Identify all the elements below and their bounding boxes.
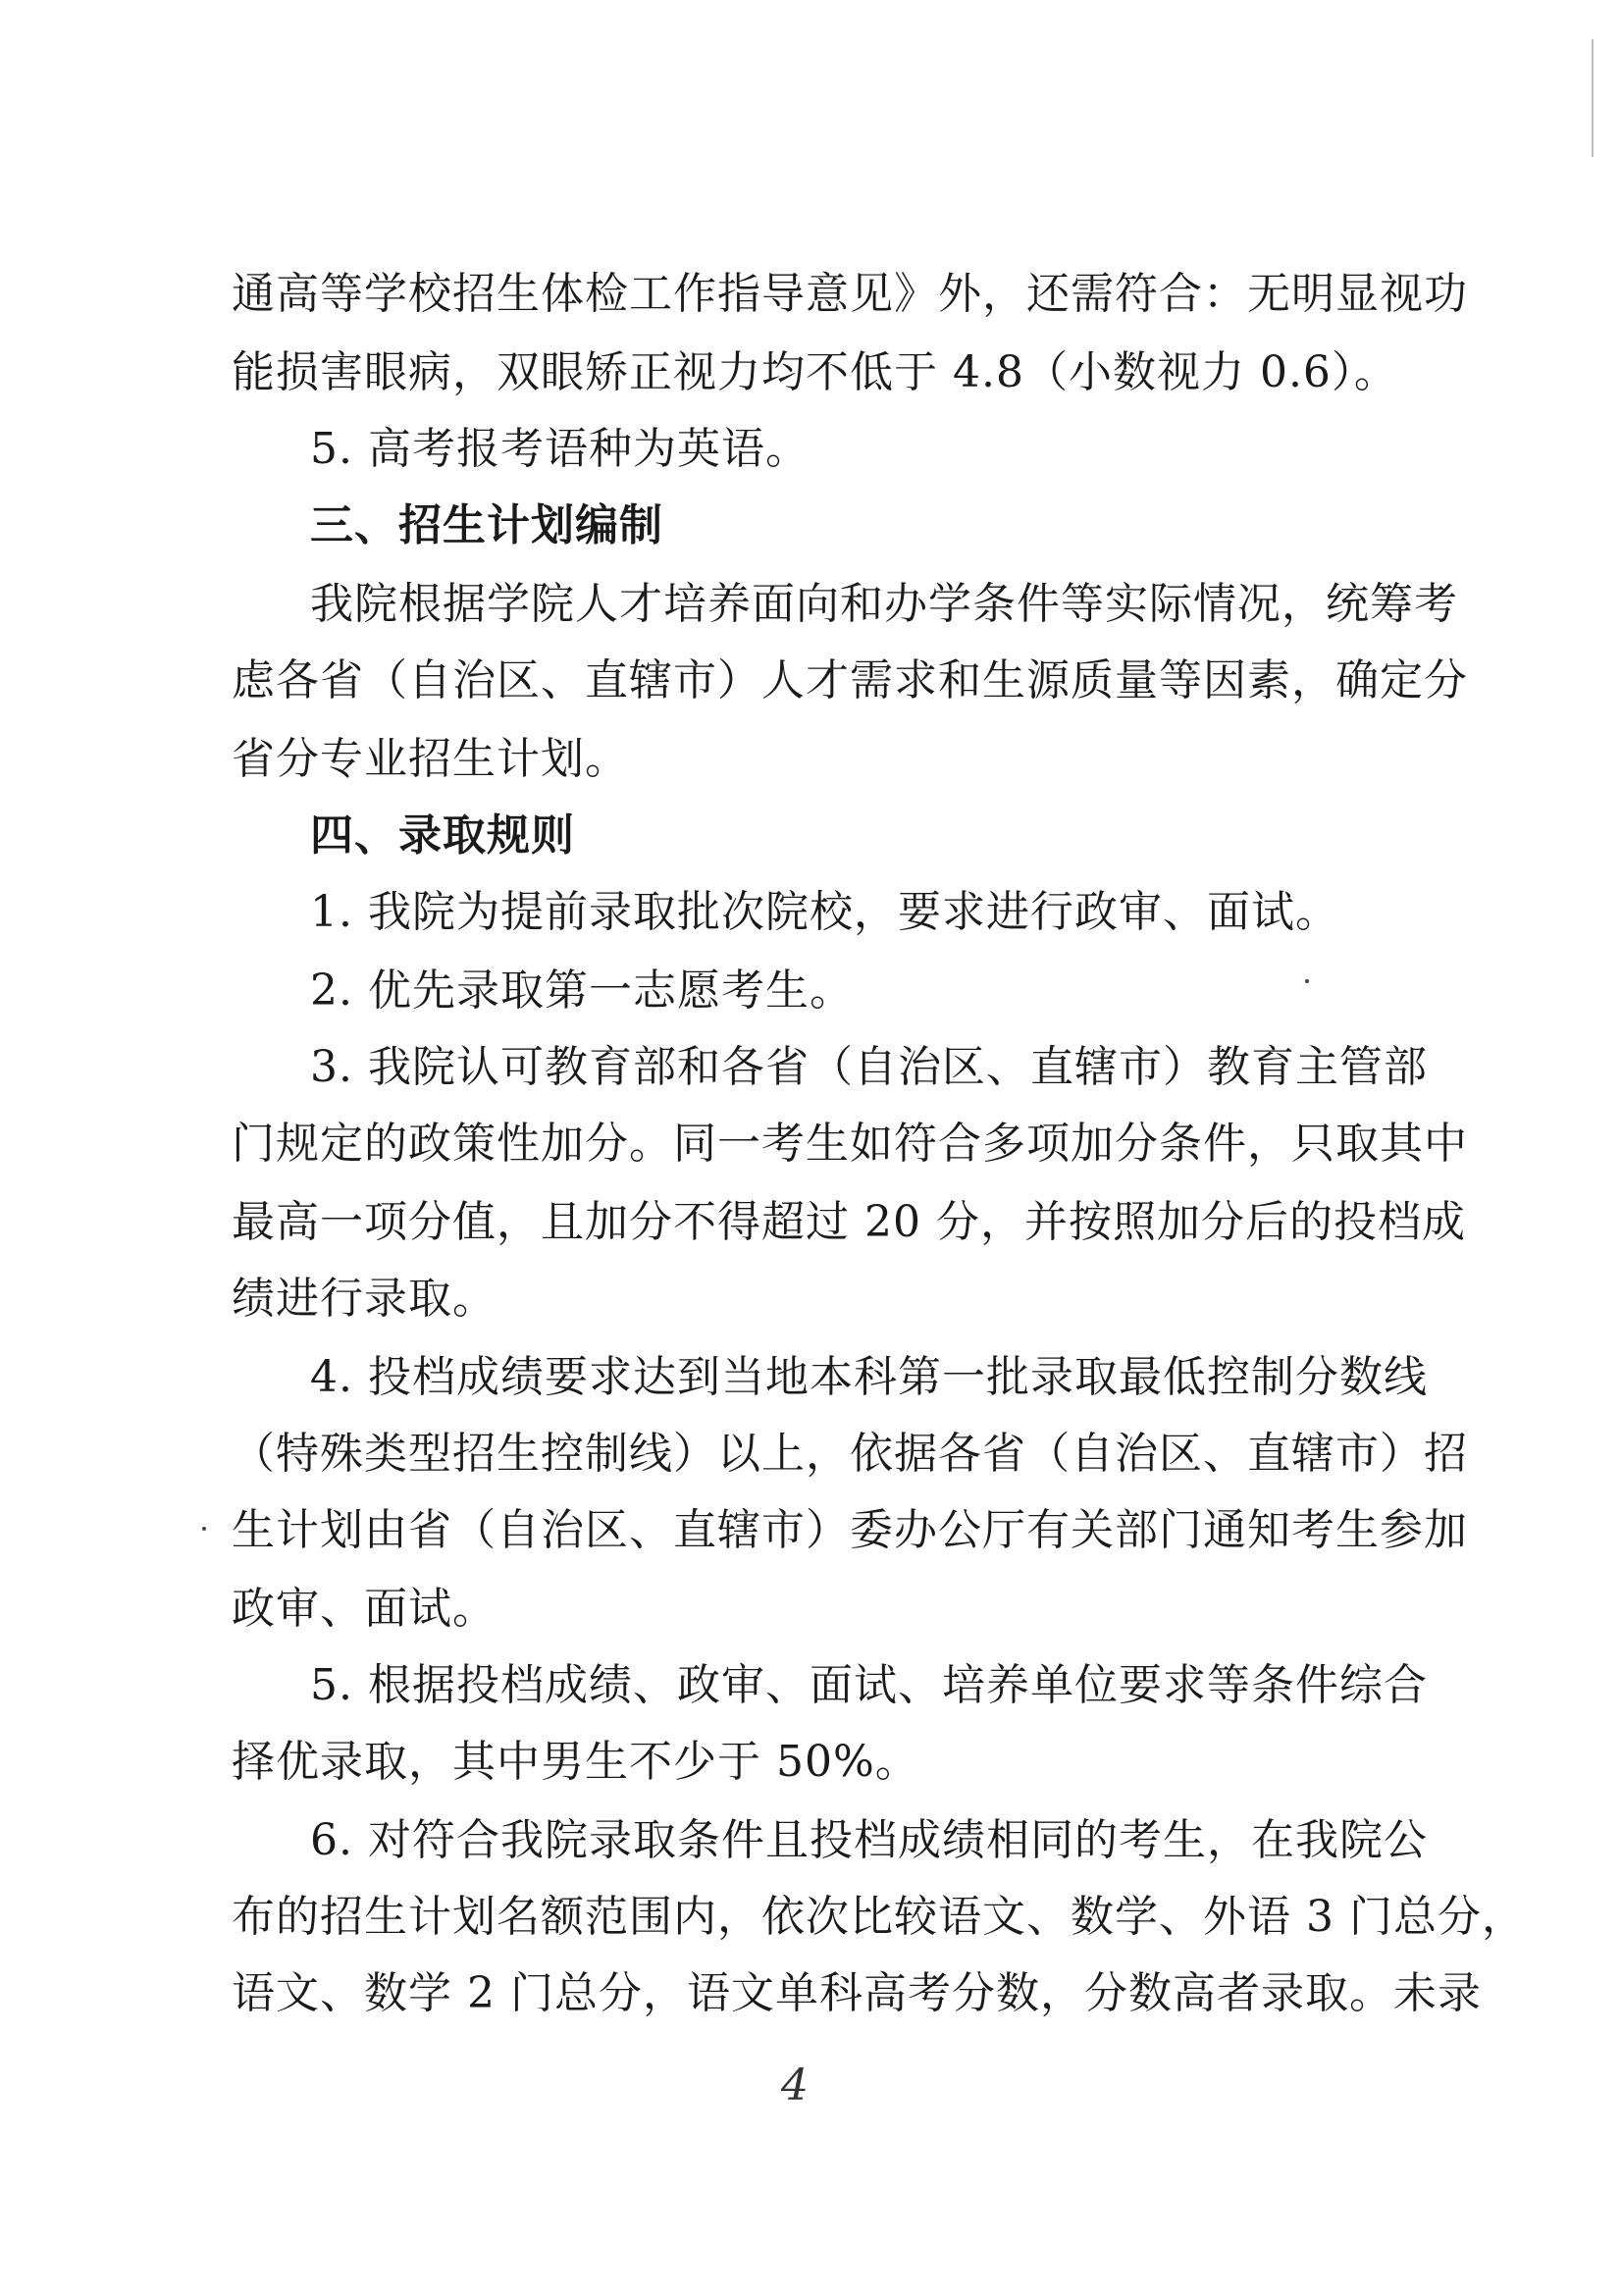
section-heading: 四、录取规则: [310, 810, 575, 861]
body-line: 通高等学校招生体检工作指导意见》外，还需符合：无明显视功: [232, 269, 1468, 319]
scan-edge-mark: [1592, 39, 1594, 157]
section-heading: 三、招生计划编制: [310, 500, 663, 550]
body-line: 政审、面试。: [232, 1584, 497, 1634]
body-line: 布的招生计划名额范围内，依次比较语文、数学、外语 3 门总分，: [232, 1892, 1526, 1942]
body-line: 虑各省（自治区、直辖市）人才需求和生源质量等因素，确定分: [232, 655, 1468, 705]
list-item: 5. 根据投档成绩、政审、面试、培养单位要求等条件综合: [310, 1660, 1428, 1710]
body-line: 择优录取，其中男生不少于 50%。: [232, 1737, 919, 1787]
body-line: 绩进行录取。: [232, 1274, 497, 1324]
list-item: 5. 高考报考语种为英语。: [310, 424, 810, 474]
page-number: 4: [781, 2061, 809, 2111]
body-line: 我院根据学院人才培养面向和办学条件等实际情况，统筹考: [310, 579, 1458, 629]
body-line: 门规定的政策性加分。同一考生如符合多项加分条件，只取其中: [232, 1119, 1468, 1169]
body-line: 省分专业招生计划。: [232, 734, 629, 784]
list-item: 1. 我院为提前录取批次院校，要求进行政审、面试。: [310, 887, 1339, 937]
body-line: 语文、数学 2 门总分，语文单科高考分数，分数高者录取。未录: [232, 1968, 1482, 2018]
list-item: 3. 我院认可教育部和各省（自治区、直辖市）教育主管部: [310, 1042, 1428, 1092]
body-line: 生计划由省（自治区、直辖市）委办公厅有关部门通知考生参加: [232, 1505, 1468, 1555]
body-line: （特殊类型招生控制线）以上，依据各省（自治区、直辖市）招: [232, 1429, 1468, 1479]
list-item: 6. 对符合我院录取条件且投档成绩相同的考生，在我院公: [310, 1815, 1428, 1865]
body-line: 能损害眼病，双眼矫正视力均不低于 4.8（小数视力 0.6）。: [232, 347, 1398, 397]
scan-speck: [1305, 979, 1309, 983]
scan-speck: [202, 1527, 206, 1531]
list-item: 2. 优先录取第一志愿考生。: [310, 965, 854, 1016]
list-item: 4. 投档成绩要求达到当地本科第一批录取最低控制分数线: [310, 1352, 1428, 1402]
body-line: 最高一项分值，且加分不得超过 20 分，并按照加分后的投档成: [232, 1197, 1466, 1247]
